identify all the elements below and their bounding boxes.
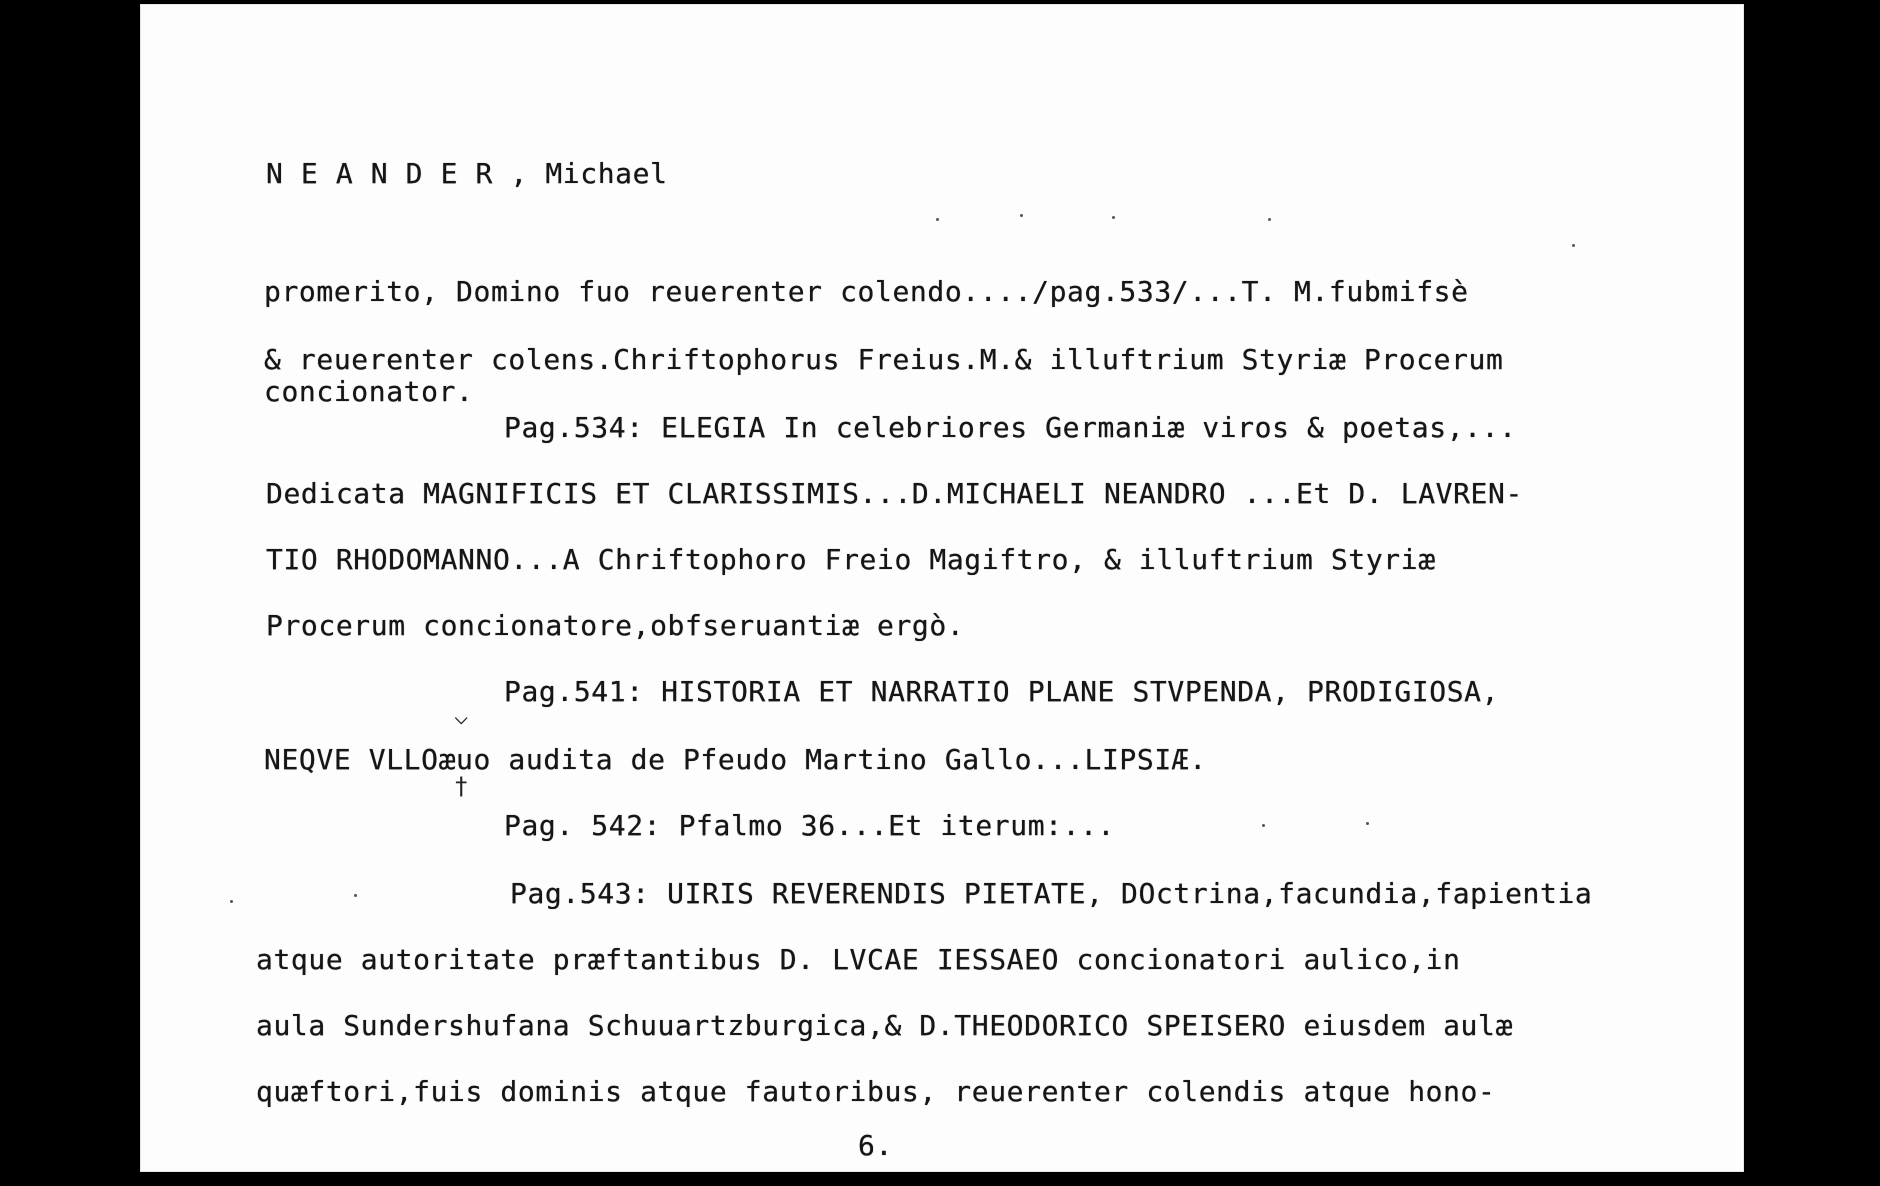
scan-speck: [1268, 218, 1271, 221]
scan-speck: [1262, 824, 1265, 827]
scan-speck: [1020, 214, 1023, 217]
scan-speck: [354, 894, 357, 897]
text-line-6: TIO RHODOMANNO...A Chriftophoro Freio Magiftro, & illuftrium Styriæ: [266, 543, 1436, 576]
page-number: 6.: [858, 1129, 893, 1162]
index-card: [140, 4, 1744, 1172]
text-line-12: atque autoritate præftantibus D. LVCAE IESSAEO concionatori aulico,in: [256, 943, 1461, 976]
insertion-mark-top: ⌵: [454, 702, 469, 730]
scan-speck: [230, 900, 233, 903]
card-heading: N E A N D E R , Michael: [266, 157, 668, 190]
insertion-mark-bottom: †: [454, 772, 469, 800]
scan-speck: [936, 218, 939, 221]
text-line-4: Pag.534: ELEGIA In celebriores Germaniæ viros & poetas,...: [504, 411, 1517, 444]
scan-speck: [1366, 822, 1369, 825]
text-line-5: Dedicata MAGNIFICIS ET CLARISSIMIS...D.MICHAELI NEANDRO ...Et D. LAVREN-: [266, 477, 1523, 510]
text-line-9: NEQVE VLLOæuo audita de Pfeudo Martino Gallo...LIPSIÆ.: [264, 743, 1207, 776]
text-line-8: Pag.541: HISTORIA ET NARRATIO PLANE STVPENDA, PRODIGIOSA,: [504, 675, 1500, 708]
text-line-10: Pag. 542: Pfalmo 36...Et iterum:...: [504, 809, 1116, 842]
text-line-11: Pag.543: UIRIS REVERENDIS PIETATE, DOctrina,facundia,fapientia: [510, 877, 1593, 910]
text-line-2: & reuerenter colens.Chriftophorus Freius.M.& illuftrium Styriæ Procerum: [264, 343, 1504, 376]
text-line-7: Procerum concionatore,obfseruantiæ ergò.: [266, 609, 965, 642]
text-line-1: promerito, Domino fuo reuerenter colendo..../pag.533/...T. M.fubmifsè: [264, 275, 1469, 308]
text-line-14: quæftori,fuis dominis atque fautoribus, reuerenter colendis atque hono-: [256, 1075, 1496, 1108]
scan-speck: [1572, 244, 1575, 247]
text-line-13: aula Sundershufana Schuuartzburgica,& D.THEODORICO SPEISERO eiusdem aulæ: [256, 1009, 1513, 1042]
text-line-3: concionator.: [264, 375, 474, 408]
scan-speck: [1112, 216, 1115, 219]
